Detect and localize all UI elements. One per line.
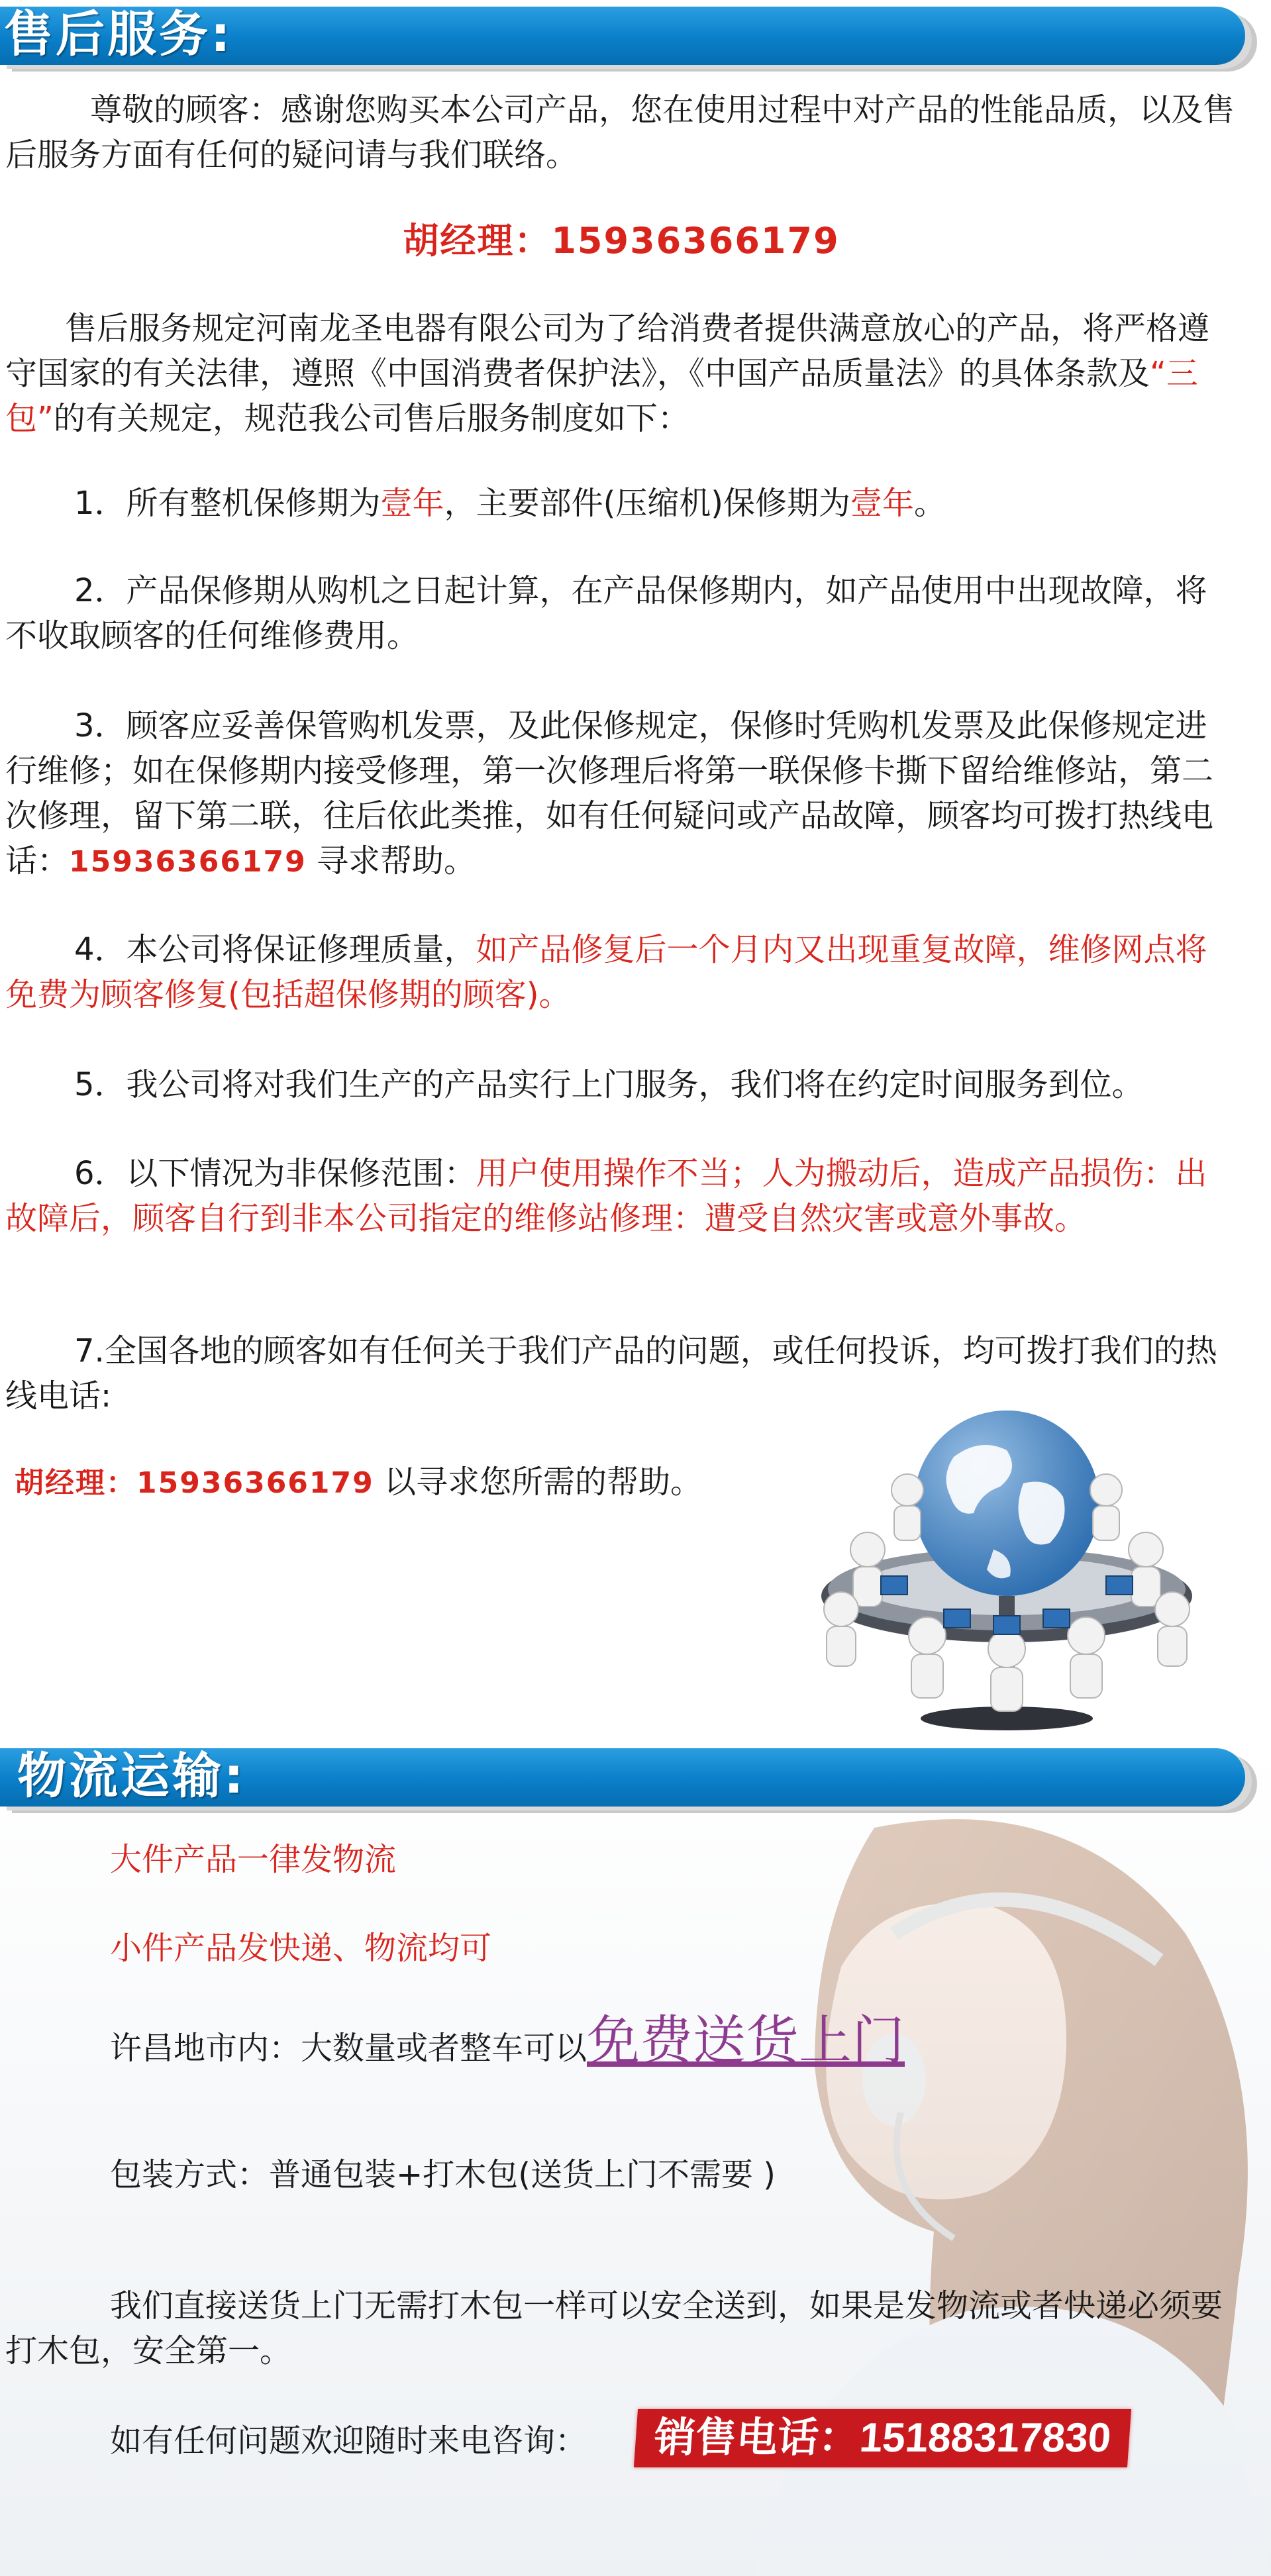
item3-phone: 15936366179: [69, 845, 307, 879]
logistics-line-4: 包装方式：普通包装+打木包(送货上门不需要 ): [110, 2156, 776, 2193]
item3-text-b: 寻求帮助。: [306, 842, 476, 879]
aftersales-item-2: 2．产品保修期从购机之日起计算，在产品保修期内，如产品使用中出现故障，将不收取顾客的任何维修费用。: [5, 572, 1207, 654]
aftersales-intro: 尊敬的顾客：感谢您购买本公司产品，您在使用过程中对产品的性能品质，以及售后服务方面有任何的疑问请与我们联络。: [5, 91, 1235, 173]
aftersales-item-5: 5．我公司将对我们生产的产品实行上门服务，我们将在约定时间服务到位。: [74, 1066, 1144, 1103]
logistics-line-6: 如有任何问题欢迎随时来电咨询：: [110, 2422, 587, 2459]
aftersales-header-title: 售后服务:: [4, 6, 233, 63]
item3-text-a: 3．顾客应妥善保管购机发票，及此保修规定，保修时凭购机发票及此保修规定进行维修；如在保修期内接受修理，第一次修理后将第一联保修卡撕下留给维修站，第二次修理，留下第二联，往后依此类推，如有任何疑问或产品故障，顾客均可拨打热线电话：: [5, 707, 1214, 879]
rules-intro-text-a: 售后服务规定河南龙圣电器有限公司为了给消费者提供满意放心的产品，将严格遵守国家的有关法律，遵照《中国消费者保护法》，《中国产品质量法》的具体条款及: [5, 310, 1210, 392]
logistics-line-1: 大件产品一律发物流: [110, 1841, 397, 1878]
logistics-line-5: 我们直接送货上门无需打木包一样可以安全送到，如果是发物流或者快递必须要打木包，安全第一。: [5, 2287, 1223, 2369]
item1-text-a: 1．所有整机保修期为: [74, 485, 381, 522]
aftersales-item-6: [5, 1151, 1237, 1241]
sales-phone-badge[interactable]: 销售电话：15188317830: [634, 2409, 1131, 2467]
line3-text: 许昌地市内：大数量或者整车可以: [110, 2030, 587, 2067]
aftersales-rules-intro: [5, 306, 1237, 441]
item1-year2: 壹年: [850, 485, 915, 522]
hotline-label: 胡经理：15936366179: [15, 1466, 374, 1500]
item4-red-text: 如产品修复后一个月内又出现重复故障，维修网点将免费为顾客修复(包括超保修期的顾客)。: [5, 931, 1207, 1013]
globe-team-illustration: [795, 1384, 1219, 1742]
aftersales-contact: 胡经理：15936366179: [403, 220, 840, 262]
aftersales-item-3: [5, 703, 1237, 885]
item1-text-b: ，主要部件(压缩机)保修期为: [444, 485, 851, 522]
aftersales-item-4: [5, 927, 1237, 1017]
aftersales-item-7: 7.全国各地的顾客如有任何关于我们产品的问题，或任何投诉，均可拨打我们的热线电话:: [5, 1332, 1217, 1414]
hotline-suffix: 以寻求您所需的帮助。: [384, 1463, 703, 1501]
item4-text-a: 4．本公司将保证修理质量，: [74, 931, 476, 968]
free-delivery-link[interactable]: 免费送货上门: [587, 2010, 905, 2071]
logistics-header-title: 物流运输:: [17, 1748, 246, 1805]
item6-red-text: 用户使用操作不当；人为搬动后，造成产品损伤：出故障后，顾客自行到非本公司指定的维修站修理：遭受自然灾害或意外事故。: [5, 1155, 1207, 1237]
rules-intro-sanbao: “三包”: [5, 355, 1198, 437]
logistics-line-3: [110, 2010, 1203, 2071]
rules-intro-text-b: 的有关规定，规范我公司售后服务制度如下：: [53, 400, 689, 437]
item6-text-a: 6．以下情况为非保修范围：: [74, 1155, 476, 1192]
logistics-line-2: 小件产品发快递、物流均可: [110, 1930, 492, 1967]
item1-year1: 壹年: [380, 485, 444, 522]
item1-text-c: 。: [914, 485, 946, 522]
aftersales-item-1: [5, 481, 1237, 526]
